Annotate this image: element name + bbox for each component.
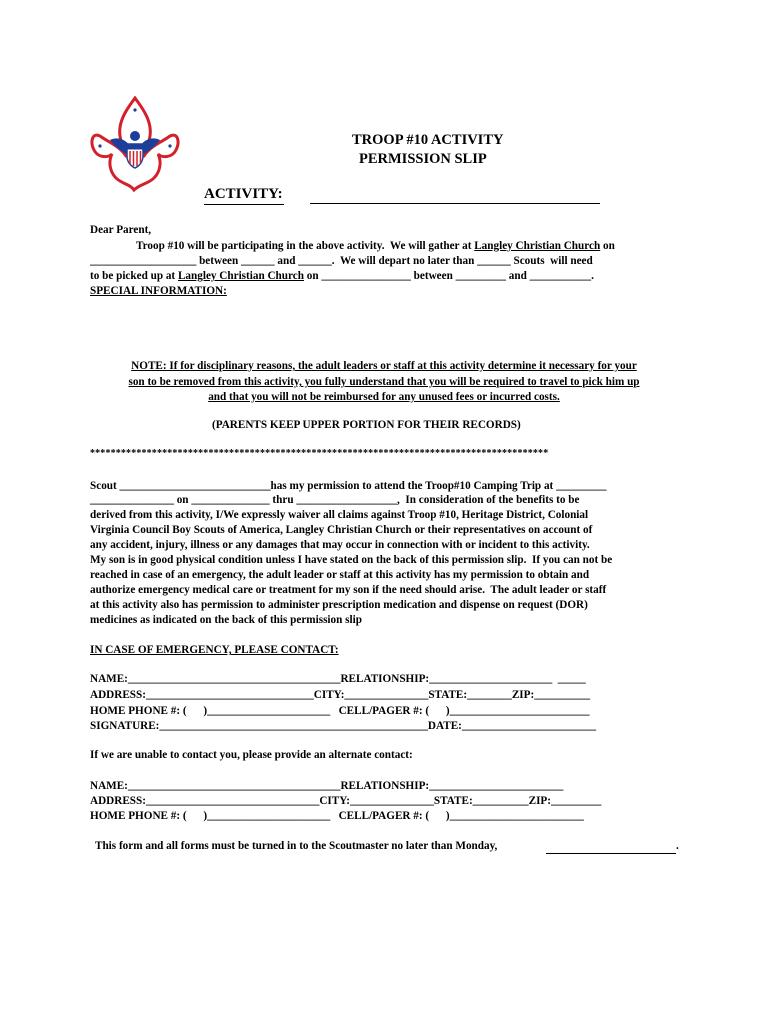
activity-field[interactable]	[310, 203, 600, 204]
emergency-name-field[interactable]: NAME:______________________________________RELATIONSHIP:______________________ _____	[90, 673, 586, 685]
slip-line-9: at this activity also has permission to administer prescription medication and dispense on request (DOR)	[90, 599, 588, 611]
letter-line-3-end: on ________________ between _________ and ___________.	[303, 270, 594, 282]
slip-line-6: My son is in good physical condition unless I have stated on the back of this permission slip. If you can not be	[90, 554, 613, 566]
footer-period: .	[676, 840, 679, 852]
activity-label-underline	[204, 204, 284, 205]
emergency-heading: IN CASE OF EMERGENCY, PLEASE CONTACT:	[90, 644, 339, 656]
slip-line-5: any accident, injury, illness or any damages that may occur in connection with or incident to this activity.	[90, 539, 590, 551]
keep-upper-portion: (PARENTS KEEP UPPER PORTION FOR THEIR RECORDS)	[212, 419, 521, 431]
letter-line-3-text: to be picked up at	[90, 270, 178, 282]
letter-line-1-text: Troop #10 will be participating in the above activity. We will gather at	[136, 240, 475, 252]
slip-line-8: authorize emergency medical care or treatment for my son if the need should arise. The adult leader or staff	[90, 584, 607, 596]
activity-label: ACTIVITY:	[204, 186, 283, 202]
salutation: Dear Parent,	[90, 224, 152, 236]
gather-location: Langley Christian Church	[474, 240, 601, 252]
special-info-heading: SPECIAL INFORMATION:	[90, 285, 227, 297]
emergency-phone-field[interactable]: HOME PHONE #: ( )______________________ CELL/PAGER #: ( )_________________________	[90, 705, 590, 717]
signature-field[interactable]: SIGNATURE:________________________________________________DATE:________________________	[90, 720, 597, 732]
cut-line: *****************************************************************************************	[90, 448, 549, 459]
letter-line-1-end: on	[600, 240, 615, 252]
title-line-2: PERMISSION SLIP	[359, 151, 487, 167]
footer-text: This form and all forms must be turned in to the Scoutmaster no later than Monday,	[95, 840, 498, 852]
emergency-address-field[interactable]: ADDRESS:______________________________CITY:_______________STATE:________ZIP:__________	[90, 689, 591, 701]
slip-line-3: derived from this activity, I/We expressly waiver all claims against Troop #10, Heritage District, Colonial	[90, 509, 589, 521]
pickup-location: Langley Christian Church	[177, 270, 304, 282]
note-line-1: NOTE: If for disciplinary reasons, the adult leaders or staff at this activity determine it necessary for your	[131, 360, 637, 372]
alternate-phone-field[interactable]: HOME PHONE #: ( )______________________ CELL/PAGER #: ( )________________________	[90, 810, 584, 822]
note-line-3: and that you will not be reimbursed for any unused fees or incurred costs.	[208, 391, 560, 403]
slip-line-10: medicines as indicated on the back of this permission slip	[90, 614, 362, 626]
letter-line-2: ___________________ between ______ and ______. We will depart no later than ______ Scouts will need	[90, 255, 593, 267]
title-line-1: TROOP #10 ACTIVITY	[352, 132, 504, 148]
slip-line-4: Virginia Council Boy Scouts of America, Langley Christian Church or their representatives on account of	[90, 524, 593, 536]
alternate-name-field[interactable]: NAME:______________________________________RELATIONSHIP:________________________	[90, 780, 564, 792]
alternate-intro: If we are unable to contact you, please provide an alternate contact:	[90, 749, 413, 761]
note-line-2: son to be removed from this activity, you fully understand that you will be required to travel to pick him up	[128, 376, 640, 388]
deadline-field[interactable]	[546, 853, 676, 854]
slip-line-1: Scout ___________________________has my permission to attend the Troop#10 Camping Trip at _________	[90, 480, 607, 492]
letter-line-3	[90, 270, 594, 282]
slip-line-2: _______________ on ______________ thru __________________, In consideration of the benefits to be	[90, 494, 580, 506]
letter-line-1	[136, 240, 615, 252]
slip-line-7: reached in case of an emergency, the adult leader or staff at this activity has my permission to obtain and	[90, 569, 590, 581]
alternate-address-field[interactable]: ADDRESS:_______________________________CITY:_______________STATE:__________ZIP:_________	[90, 795, 602, 807]
boy-scouts-logo	[90, 96, 180, 192]
